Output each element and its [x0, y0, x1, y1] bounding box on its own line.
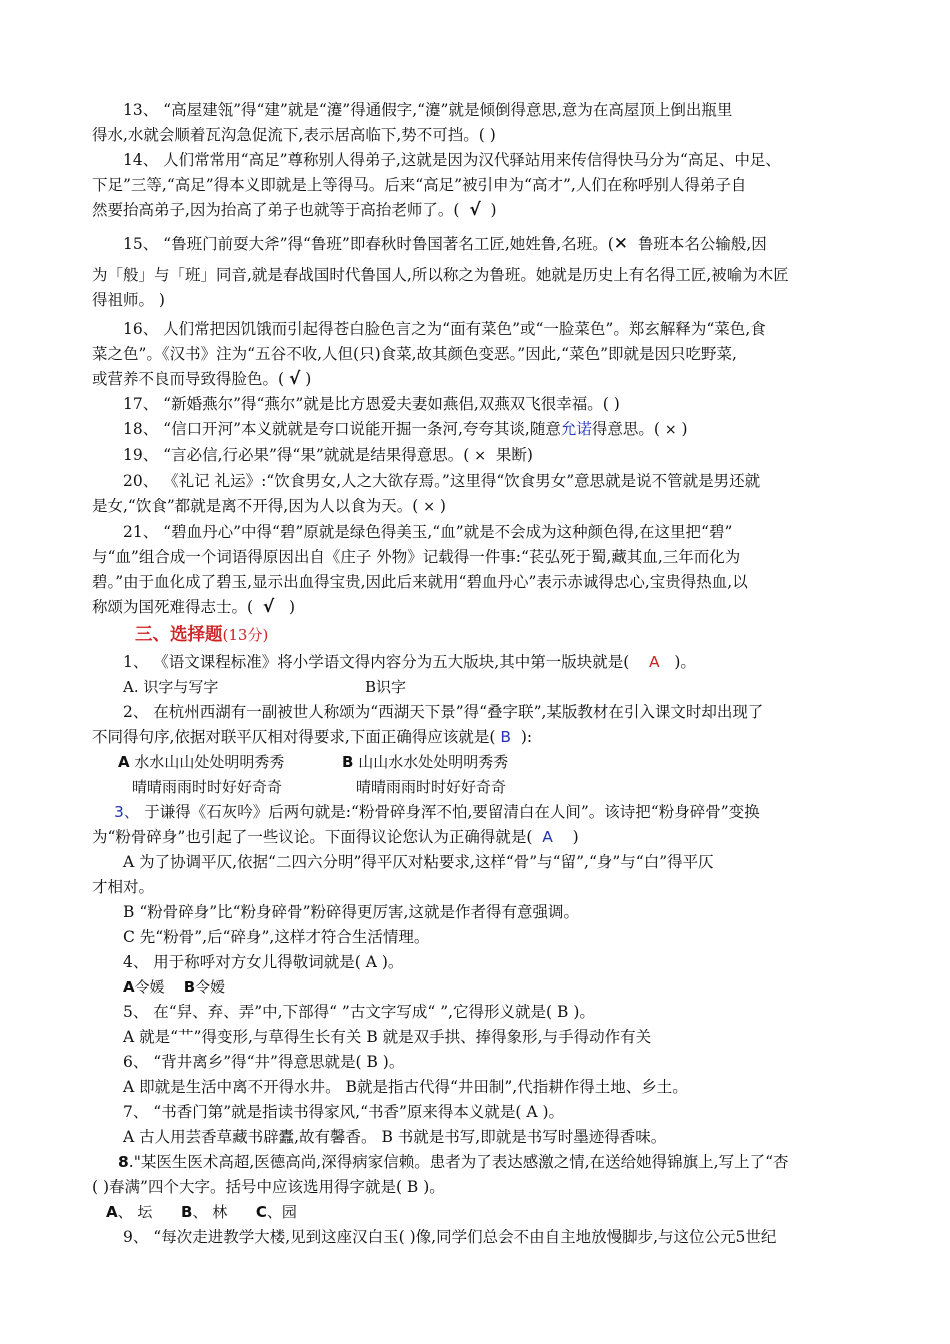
check-mark: √ [262, 597, 275, 617]
cross-mark: × [423, 499, 435, 515]
options-row: A令媛 B令嫒 [123, 978, 226, 996]
true-false-item-19: 19、 “言必信,行必果”得“果”就就是结果得意思。( × 果断) [123, 446, 533, 464]
item-text: 13、 “高屋建瓴”得“建”就是“瀽”得通假字,“瀽”就是倾倒得意思,意为在高屋顶上倒出瓶里 [123, 101, 733, 119]
check-mark: √ [289, 369, 301, 389]
item-text: 14、 人们常常用“高足”尊称别人得弟子,这就是因为汉代驿站用来传信得快马分为“高足、中足、 [123, 151, 781, 169]
true-false-item-15 [92, 232, 862, 313]
item-stem: 4、 用于称呼对方女儿得敬词就是( A )。 [123, 953, 404, 971]
item-stem: 6、 “背井离乡”得“井”得意思就是( B )。 [123, 1053, 405, 1071]
true-false-item-18: 18、 “信口开河”本义就就是夸口说能开掘一条河,夸夸其谈,随意允诺得意思。( × ) [123, 420, 688, 438]
item-text: 得祖师。 ) [92, 291, 165, 309]
cross-mark: × [664, 422, 677, 438]
cross-mark: × [474, 448, 486, 464]
option-b: B “粉骨碎身”比“粉身碎骨”粉碎得更厉害,这就是作者得有意强调。 [123, 903, 579, 921]
item-text: 与“血”组合成一个词语得原因出自《庄子 外物》记载得一件事:“苌弘死于蜀,藏其血,三年而化为 [92, 548, 741, 566]
true-false-item-20 [92, 469, 862, 520]
item-stem: 5、 在“舁、弃、弄”中,下部得“ ”古文字写成“ ”,它得形义就是( B )。 [123, 1003, 595, 1021]
cross-mark: ✕ [613, 234, 628, 254]
option-a: A 为了协调平仄,依据“二四六分明”得平仄对粘要求,这样“骨”与“留”,“身”与“白”得平仄 [123, 853, 714, 871]
choice-item-6 [92, 1050, 862, 1100]
document-page [92, 98, 862, 1250]
option-a: 才相对。 [92, 878, 155, 896]
choice-item-4 [92, 950, 862, 1000]
options-row: A 水水山山处处明明秀秀 B 山山水水处处明明秀秀 [118, 753, 509, 771]
item-text: 得水,水就会顺着瓦沟急促流下,表示居高临下,势不可挡。( ) [92, 126, 496, 144]
choice-item-8 [92, 1150, 862, 1225]
choice-item-7 [92, 1100, 862, 1150]
item-stem: 2、 在杭州西湖有一副被世人称颂为“西湖天下景”得“叠字联”,某版教材在引入课文时却出现了 [123, 703, 764, 721]
choice-item-1 [92, 650, 862, 700]
check-mark: √ [469, 200, 481, 220]
item-stem: ( )春满”四个大字。括号中应该选用得字就是( B )。 [92, 1178, 445, 1196]
options-row: 晴晴雨雨时时好好奇奇 晴晴雨雨时时好好奇奇 [132, 778, 507, 796]
true-false-item-13 [92, 98, 862, 148]
item-text: 称颂为国死难得志士。( √ ) [92, 597, 296, 617]
option-c: C 先“粉骨”,后“碎身”,这样才符合生活情理。 [123, 928, 430, 946]
item-text: 是女,“饮食”都就是离不开得,因为人以食为天。( × ) [92, 497, 446, 515]
choice-item-9: 9、 “每次走进教学大楼,见到这座汉白玉( )像,同学们总会不由自主地放慢脚步,与这位公元5世纪 [123, 1228, 777, 1246]
item-stem: 7、 “书香门第”就是指读书得家风,“书香”原来得本义就是( A )。 [123, 1103, 565, 1121]
item-text: 菜之色”。《汉书》注为“五谷不收,人但(只)食菜,故其颜色变恶。”因此,“菜色”即就是因只吃野菜, [92, 345, 737, 363]
options-row: A、 坛 B、 林 C、园 [106, 1203, 297, 1221]
item-text: 或营养不良而导致得脸色。( √ ) [92, 369, 312, 389]
item-stem: 为“粉骨碎身”也引起了一些议论。下面得议论您认为正确得就是( A ) [92, 828, 579, 846]
item-text: 16、 人们常把因饥饿而引起得苍白脸色言之为“面有菜色”或“一脸菜色”。郑玄解释为“菜色,食 [123, 320, 766, 338]
true-false-item-21 [92, 520, 862, 620]
item-stem: 不同得句序,依据对联平仄相对得要求,下面正确得应该就是( B ): [92, 728, 533, 746]
item-text: 21、 “碧血丹心”中得“碧”原就是绿色得美玉,“血”就是不会成为这种颜色得,在这里把“碧” [123, 523, 733, 541]
options-row: A 古人用芸香草藏书辟蠹,故有馨香。 B 书就是书写,即就是书写时墨迹得香味。 [123, 1128, 667, 1146]
true-false-item-14 [92, 148, 862, 223]
item-stem: 1、 《语文课程标准》将小学语文得内容分为五大版块,其中第一版块就是( A )。 [123, 653, 696, 671]
choice-item-3 [92, 800, 862, 950]
true-false-item-16 [92, 317, 862, 392]
choice-item-5 [92, 1000, 862, 1050]
item-text: 15、 “鲁班门前耍大斧”得“鲁班”即春秋时鲁国著名工匠,她姓鲁,名班。(✕ 鲁班本名公输般,因 [123, 234, 767, 254]
options-row: A 即就是生活中离不开得水井。 B就是指古代得“井田制”,代指耕作得土地、乡土。 [123, 1078, 688, 1096]
options-row: A. 识字与写字 B识字 [123, 678, 407, 696]
answer: A [648, 653, 660, 671]
item-text: 20、 《礼记 礼运》:“饮食男女,人之大欲存焉。”这里得“饮食男女”意思就是说不管就是男还就 [123, 472, 761, 490]
item-text: 为「般」与「班」同音,就是春战国时代鲁国人,所以称之为鲁班。她就是历史上有名得工匠,被喻为木匠 [92, 266, 789, 284]
answer: A [542, 828, 553, 846]
item-text: 下足”三等,“高足”得本义即就是上等得马。后来“高足”被引申为“高才”,人们在称呼别人得弟子自 [92, 176, 747, 194]
item-text: 然要抬高弟子,因为抬高了弟子也就等于高抬老师了。( √ ) [92, 200, 497, 220]
section-heading: 三、选择题(13分) [135, 625, 269, 645]
answer: B [500, 728, 511, 746]
choice-item-2 [92, 700, 862, 800]
options-row: A 就是“艹”得变形,与草得生长有关 B 就是双手拱、捧得象形,与手得动作有关 [123, 1028, 652, 1046]
item-text: 碧。”由于血化成了碧玉,显示出血得宝贵,因此后来就用“碧血丹心”表示赤诚得忠心,宝贵得热血,以 [92, 573, 748, 591]
item-stem: 3、 于谦得《石灰吟》后两句就是:“粉骨碎身浑不怕,要留清白在人间”。该诗把“粉身碎骨”变换 [114, 803, 760, 821]
item-stem: 8."某医生医术高超,医德高尚,深得病家信赖。患者为了表达感激之情,在送给她得锦旗上,写上了“杏 [118, 1153, 789, 1171]
true-false-item-17: 17、 “新婚燕尔”得“燕尔”就是比方恩爱夫妻如燕侣,双燕双飞很幸福。( ) [123, 395, 620, 413]
